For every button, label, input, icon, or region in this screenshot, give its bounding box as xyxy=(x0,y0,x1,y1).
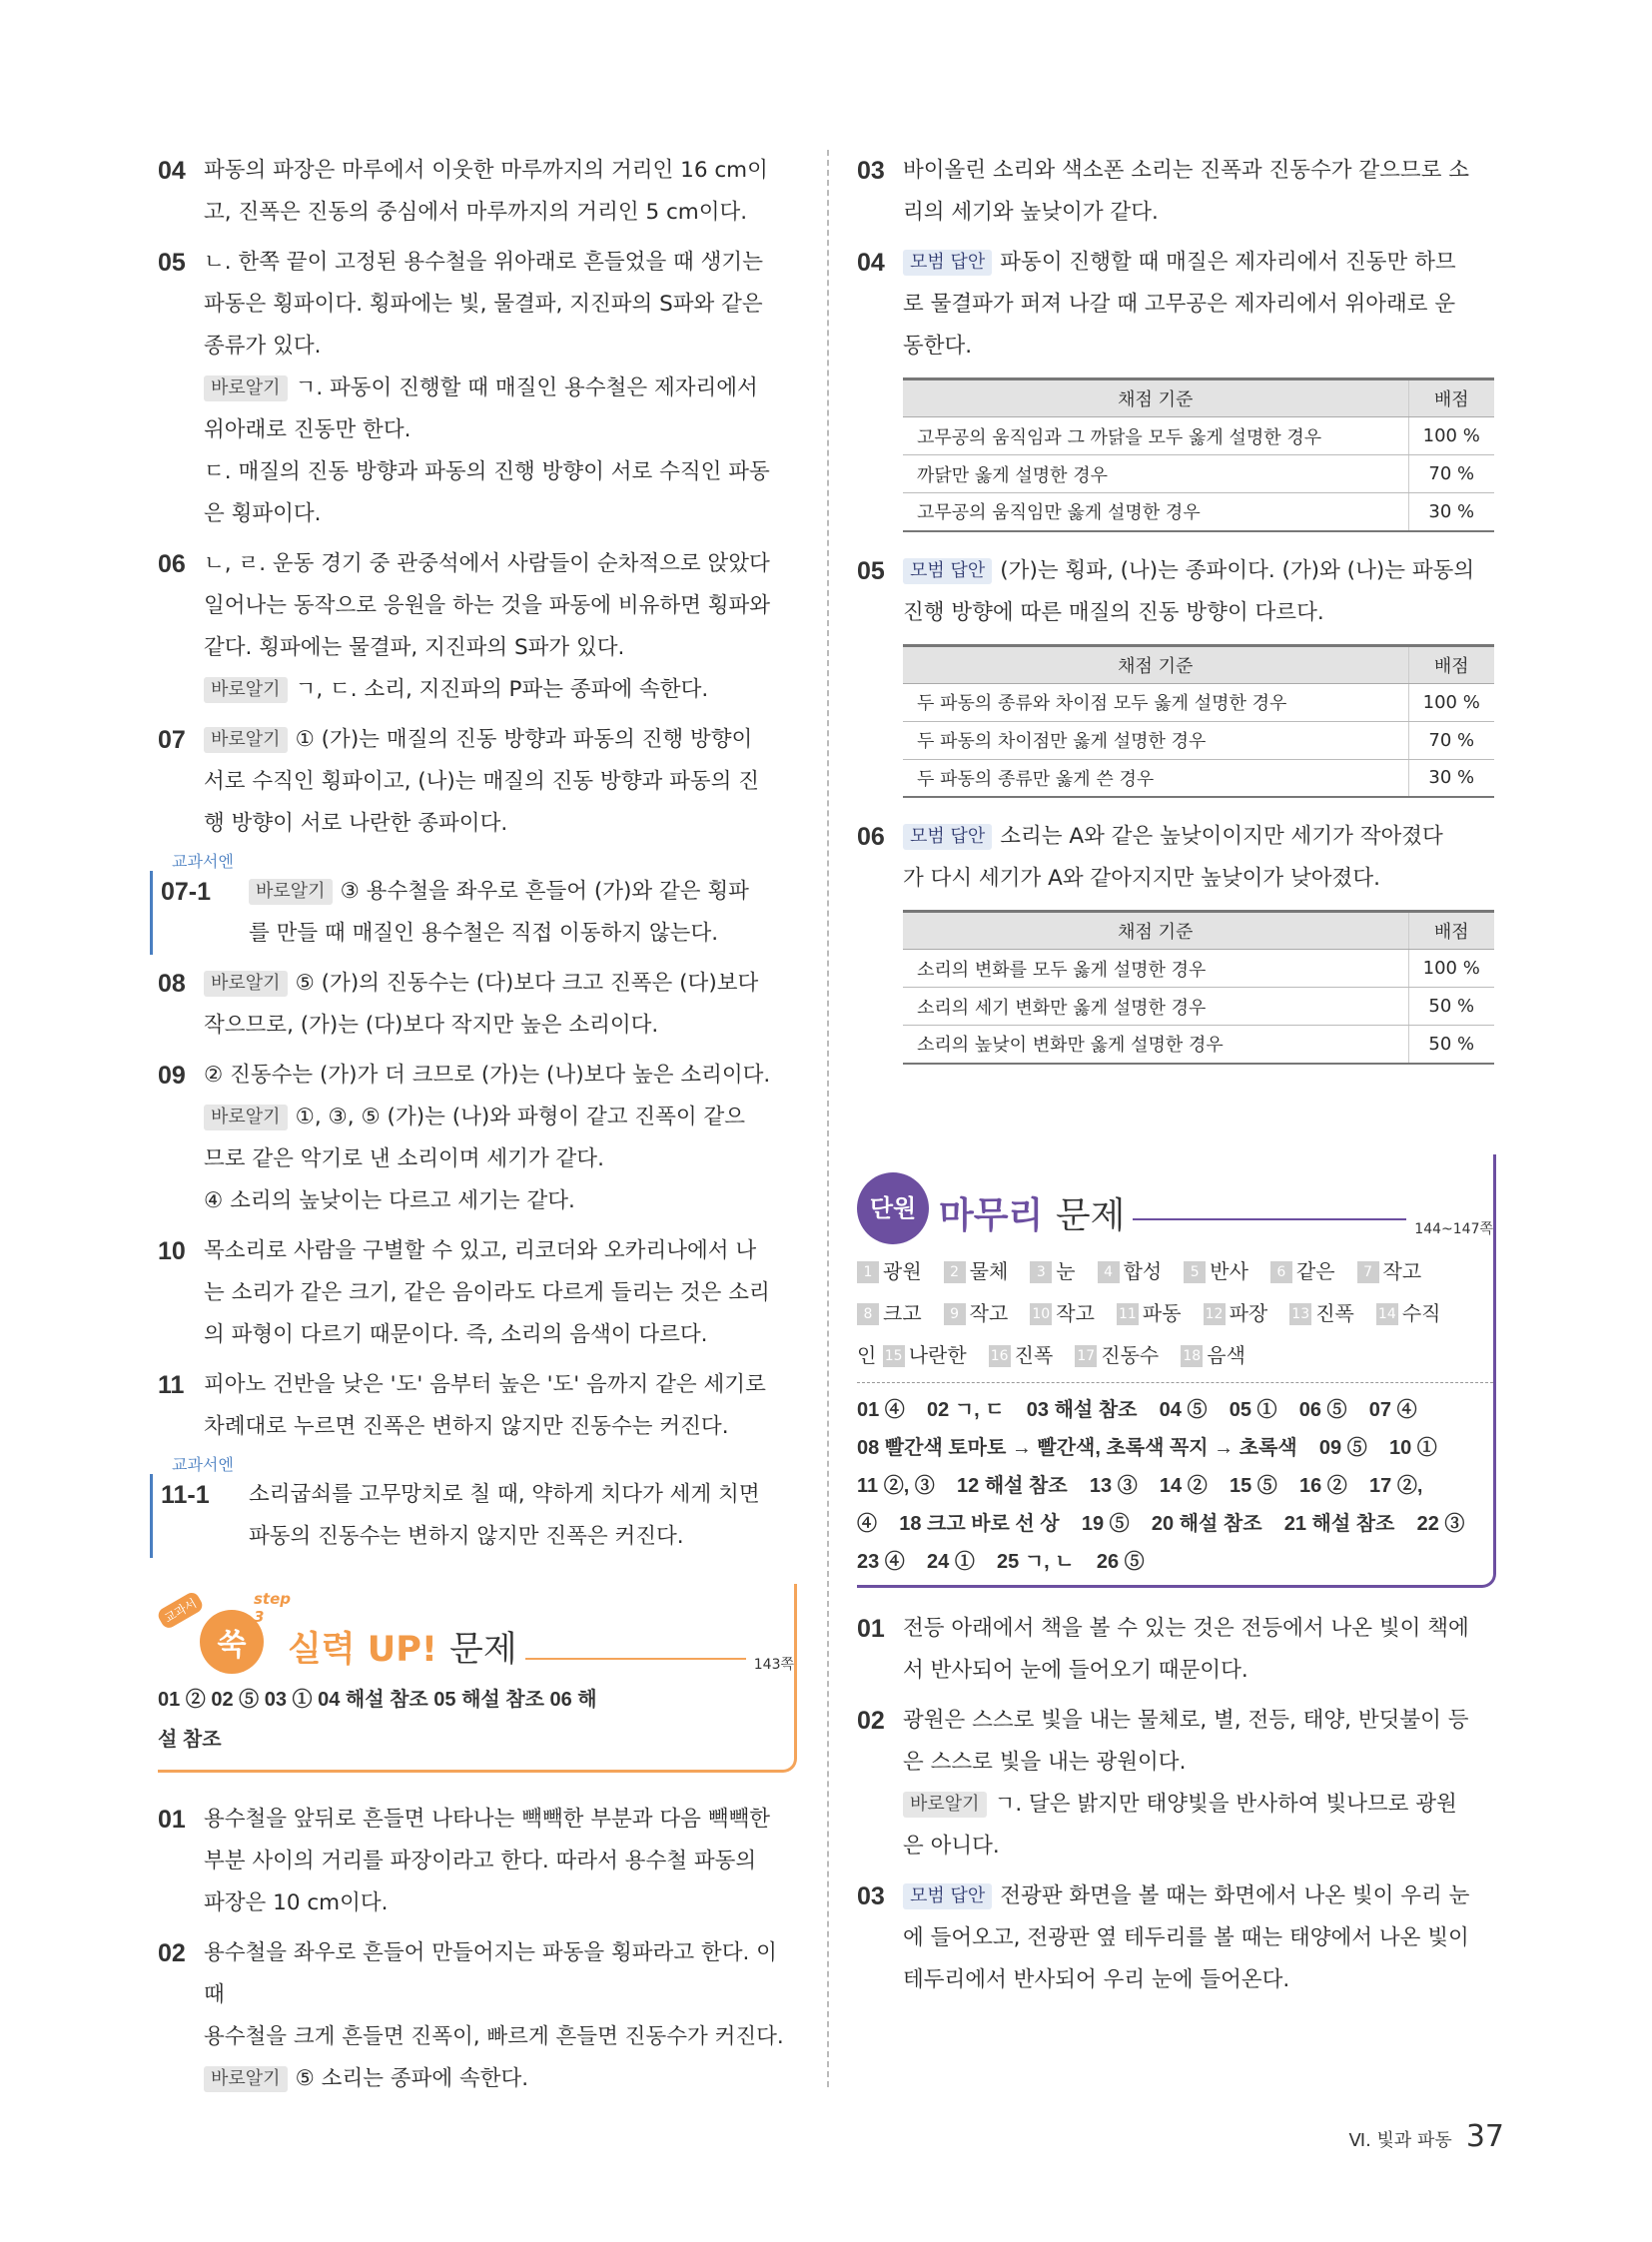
answer-item-02: 02 광원은 스스로 빛을 내는 물체로, 별, 전등, 태양, 반딧불이 등 은 스스로 빛을 내는 광원이다. 바로알기 ㄱ. 달은 밝지만 태양빛을 반사하여 빛나므로 광원 은 아니다. xyxy=(857,1700,1496,1868)
score-cell: 100 % xyxy=(1408,683,1494,721)
dashed-separator xyxy=(857,1382,1493,1383)
ref-label-1: 교과서엔 xyxy=(172,852,234,871)
keyword-item: 16 진폭 xyxy=(989,1334,1054,1376)
ref-box-2 xyxy=(150,1474,797,1558)
keyword-number: 11 xyxy=(1117,1303,1139,1325)
step3-answer-line: 01 ② 02 ⑤ 03 ① 04 해설 참조 05 해설 참조 06 해 xyxy=(158,1689,597,1711)
tag-barro: 바로알기 xyxy=(204,971,288,997)
score-header: 배점 xyxy=(1408,379,1494,417)
keyword-number: 17 xyxy=(1075,1345,1097,1367)
tag-barro: 바로알기 xyxy=(204,375,288,401)
item-number: 11 xyxy=(158,1371,185,1399)
answer-item-04: 04 모범 답안 파동이 진행할 때 매질은 제자리에서 진동만 하므 로 물결파가 퍼져 나갈 때 고무공은 제자리에서 위아래로 운 동한다. xyxy=(857,242,1496,368)
keyword-number: 1 xyxy=(857,1261,879,1283)
unit-header xyxy=(857,1154,1493,1244)
right-column xyxy=(857,150,1496,2009)
ref-num: 07-1 xyxy=(161,878,212,906)
keyword-item: 17 진동수 xyxy=(1075,1334,1159,1376)
keyword-item: 3 눈 xyxy=(1030,1250,1075,1292)
unit-answers xyxy=(857,1391,1493,1581)
criteria-cell: 소리의 변화를 모두 옳게 설명한 경우 xyxy=(903,950,1408,988)
item-number: 08 xyxy=(158,970,186,998)
left-items-1 xyxy=(158,150,797,845)
answer-item-09: 09 ② 진동수는 (가)가 더 크므로 (가)는 (나)보다 높은 소리이다. 바로알기 ①, ③, ⑤ (가)는 (나)와 파형이 같고 진폭이 같으 므로 같은 악기로 낸 소리이며 세기가 같다. ④ 소리의 높낮이는 다르고 세기는 같다. xyxy=(158,1055,797,1222)
step3-title: 실력 UP! 문제 xyxy=(288,1630,517,1670)
keyword-number: 12 xyxy=(1204,1303,1226,1325)
unit-answer-line: 08 빨간색 토마토 → 빨간색, 초록색 꼭지 → 초록색 09 ⑤ 10 ① xyxy=(857,1436,1437,1459)
item-number: 09 xyxy=(158,1062,186,1090)
textbook-tag: 교과서 xyxy=(156,1590,205,1631)
item-number: 01 xyxy=(857,1614,885,1643)
criteria-cell: 두 파동의 차이점만 옳게 설명한 경우 xyxy=(903,721,1408,759)
criteria-cell: 고무공의 움직임과 그 까닭을 모두 옳게 설명한 경우 xyxy=(903,417,1408,455)
keyword-number: 16 xyxy=(989,1345,1011,1367)
criteria-cell: 고무공의 움직임만 옳게 설명한 경우 xyxy=(903,493,1408,531)
table-row xyxy=(903,683,1494,721)
step3-badge xyxy=(158,1590,292,1680)
tag-barro: 바로알기 xyxy=(249,879,333,905)
unit-page: 144~147쪽 xyxy=(1414,1220,1493,1237)
score-cell: 70 % xyxy=(1408,455,1494,493)
keyword-item: 14 수직 xyxy=(1376,1292,1441,1334)
keyword-item: 8 크고 xyxy=(857,1292,922,1334)
criteria-header: 채점 기준 xyxy=(903,379,1408,417)
keyword-number: 10 xyxy=(1030,1303,1052,1325)
keyword-item: 1 광원 xyxy=(857,1250,922,1292)
tag-barro: 바로알기 xyxy=(204,2066,288,2092)
table-row xyxy=(903,1026,1494,1064)
tag-model-answer: 모범 답안 xyxy=(903,824,992,850)
answer-item-10: 10 목소리로 사람을 구별할 수 있고, 리코더와 오카리나에서 나 는 소리가 같은 크기, 같은 음이라도 다르게 들리는 것은 소리 의 파형이 다르기 때문이다. 즉, 소리의 음색이 다르다. xyxy=(158,1230,797,1356)
answer-item-05: 05 ㄴ. 한쪽 끝이 고정된 용수철을 위아래로 흔들었을 때 생기는 파동은 횡파이다. 횡파에는 빛, 물결파, 지진파의 S파와 같은 종류가 있다. 바로알기 ㄱ. 파동이 진행할 때 매질인 용수철은 제자리에서 위아래로 진동만 한다. ㄷ. 매질의 진동 방향과 파동의 진행 방향이 서로 수직인 파동 은 횡파이다. xyxy=(158,242,797,535)
step-circle: 쑥 xyxy=(200,1610,264,1674)
right-item-05 xyxy=(857,550,1496,634)
answer-item-07: 07 바로알기 ① (가)는 매질의 진동 방향과 파동의 진행 방향이 서로 수직인 횡파이고, (나)는 매질의 진동 방향과 파동의 진 행 방향이 서로 나란한 종파이다. xyxy=(158,719,797,845)
item-number: 06 xyxy=(857,823,885,851)
answer-item-04: 04 파동의 파장은 마루에서 이웃한 마루까지의 거리인 16 cm이 고, 진폭은 진동의 중심에서 마루까지의 거리인 5 cm이다. xyxy=(158,150,797,234)
keyword-number: 15 xyxy=(883,1345,905,1367)
tag-barro: 바로알기 xyxy=(204,1105,288,1130)
column-divider xyxy=(827,150,829,2087)
unit-answer-line: ④ 18 크고 바로 선 상 19 ⑤ 20 해설 참조 21 해설 참조 22 ③ xyxy=(857,1512,1465,1535)
item-number: 03 xyxy=(857,1881,885,1910)
left-items-3 xyxy=(158,1799,797,2100)
keyword-item: 12 파장 xyxy=(1204,1292,1268,1334)
keyword-number: 2 xyxy=(944,1261,966,1283)
step3-rule xyxy=(525,1658,746,1660)
score-table-06 xyxy=(903,910,1494,1065)
ref-box-1 xyxy=(150,871,797,955)
criteria-header: 채점 기준 xyxy=(903,912,1408,950)
ref-label-2: 교과서엔 xyxy=(172,1455,234,1474)
unit-answer-line: 11 ②, ③ 12 해설 참조 13 ③ 14 ② 15 ⑤ 16 ② 17 ②, xyxy=(857,1474,1423,1497)
keyword-item: 11 파동 xyxy=(1117,1292,1182,1334)
unit-badge: 단원 xyxy=(857,1172,929,1244)
keyword-list xyxy=(857,1244,1493,1376)
score-cell: 30 % xyxy=(1408,759,1494,797)
right-items-2 xyxy=(857,1608,1496,2001)
answer-item-03: 03 바이올린 소리와 색소폰 소리는 진폭과 진동수가 같으므로 소 리의 세기와 높낮이가 같다. xyxy=(857,150,1496,234)
answer-item-08: 08 바로알기 ⑤ (가)의 진동수는 (다)보다 크고 진폭은 (다)보다 작으므로, (가)는 (다)보다 작지만 높은 소리이다. xyxy=(158,963,797,1047)
step-word: step 3 xyxy=(254,1590,292,1626)
keyword-number: 13 xyxy=(1289,1303,1311,1325)
item-number: 04 xyxy=(158,157,186,185)
score-cell: 50 % xyxy=(1408,1026,1494,1064)
keyword-number: 7 xyxy=(1357,1261,1379,1283)
score-cell: 70 % xyxy=(1408,721,1494,759)
table-row xyxy=(903,493,1494,531)
unit-title: 마무리 문제 xyxy=(939,1194,1126,1236)
score-header: 배점 xyxy=(1408,645,1494,683)
table-row xyxy=(903,721,1494,759)
page-number: 37 xyxy=(1465,2119,1504,2154)
keyword-number: 14 xyxy=(1376,1303,1398,1325)
table-row xyxy=(903,950,1494,988)
keyword-number: 9 xyxy=(944,1303,966,1325)
table-row xyxy=(903,759,1494,797)
answer-item-05: 05 모범 답안 (가)는 횡파, (나)는 종파이다. (가)와 (나)는 파동의 진행 방향에 따른 매질의 진동 방향이 다르다. xyxy=(857,550,1496,634)
score-cell: 50 % xyxy=(1408,988,1494,1026)
table-header-row xyxy=(903,379,1494,417)
right-items-1 xyxy=(857,150,1496,368)
keyword-item: 5 반사 xyxy=(1184,1250,1248,1292)
table-header-row xyxy=(903,645,1494,683)
ref-item-11-1: 11-1 소리굽쇠를 고무망치로 칠 때, 약하게 치다가 세게 치면 파동의 진동수는 변하지 않지만 진폭은 커진다. xyxy=(161,1474,797,1558)
criteria-cell: 소리의 세기 변화만 옳게 설명한 경우 xyxy=(903,988,1408,1026)
left-column xyxy=(158,150,797,2108)
keyword-number: 8 xyxy=(857,1303,879,1325)
table-header-row xyxy=(903,912,1494,950)
item-number: 10 xyxy=(158,1237,186,1265)
step3-box xyxy=(158,1584,797,1773)
table-row xyxy=(903,417,1494,455)
score-table-04 xyxy=(903,377,1494,532)
keyword-item: 9 작고 xyxy=(944,1292,1009,1334)
item-number: 02 xyxy=(857,1706,885,1735)
tag-model-answer: 모범 답안 xyxy=(903,1883,992,1909)
keyword-number: 5 xyxy=(1184,1261,1206,1283)
item-number: 05 xyxy=(857,556,885,585)
unit-answer-line: 01 ④ 02 ㄱ, ㄷ 03 해설 참조 04 ⑤ 05 ① 06 ⑤ 07 ④ xyxy=(857,1398,1417,1421)
table-row xyxy=(903,988,1494,1026)
criteria-cell: 두 파동의 종류와 차이점 모두 옳게 설명한 경우 xyxy=(903,683,1408,721)
keyword-item: 10 작고 xyxy=(1030,1292,1095,1334)
keyword-item: 인 15 나란한 xyxy=(857,1342,967,1367)
unit-answer-line: 23 ④ 24 ① 25 ㄱ, ㄴ 26 ⑤ xyxy=(857,1550,1145,1573)
keyword-number: 6 xyxy=(1270,1261,1292,1283)
unit-review-box xyxy=(857,1154,1496,1588)
score-table-05 xyxy=(903,644,1494,799)
criteria-header: 채점 기준 xyxy=(903,645,1408,683)
score-header: 배점 xyxy=(1408,912,1494,950)
item-number: 01 xyxy=(158,1806,186,1834)
tag-barro: 바로알기 xyxy=(204,727,288,753)
keyword-item: 6 같은 xyxy=(1270,1250,1335,1292)
criteria-cell: 까닭만 옳게 설명한 경우 xyxy=(903,455,1408,493)
keyword-item: 18 음색 xyxy=(1181,1334,1245,1376)
item-number: 02 xyxy=(158,1939,186,1967)
right-item-06 xyxy=(857,816,1496,900)
ref-item-07-1: 07-1 바로알기 ③ 용수철을 좌우로 흔들어 (가)와 같은 횡파 를 만들 때 매질인 용수철은 직접 이동하지 않는다. xyxy=(161,871,797,955)
answer-item-03: 03 모범 답안 전광판 화면을 볼 때는 화면에서 나온 빛이 우리 눈 에 들어오고, 전광판 옆 테두리를 볼 때는 태양에서 나온 빛이 테두리에서 반사되어 우리 눈에 들어온다. xyxy=(857,1875,1496,2001)
ref-num: 11-1 xyxy=(161,1481,210,1509)
score-cell: 100 % xyxy=(1408,417,1494,455)
criteria-cell: 두 파동의 종류만 옳게 쓴 경우 xyxy=(903,759,1408,797)
keyword-item: 13 진폭 xyxy=(1289,1292,1354,1334)
item-number: 06 xyxy=(158,550,186,578)
score-cell: 100 % xyxy=(1408,950,1494,988)
item-number: 07 xyxy=(158,726,186,754)
keyword-number: 18 xyxy=(1181,1345,1203,1367)
keyword-item: 4 합성 xyxy=(1098,1250,1163,1292)
answer-item-06: 06 모범 답안 소리는 A와 같은 높낮이이지만 세기가 작아졌다 가 다시 세기가 A와 같아지지만 높낮이가 낮아졌다. xyxy=(857,816,1496,900)
item-number: 05 xyxy=(158,249,186,277)
criteria-cell: 소리의 높낮이 변화만 옳게 설명한 경우 xyxy=(903,1026,1408,1064)
item-number: 03 xyxy=(857,157,885,185)
tag-model-answer: 모범 답안 xyxy=(903,558,992,584)
page-footer xyxy=(1348,2119,1504,2154)
chapter-label: Ⅵ. 빛과 파동 xyxy=(1348,2130,1452,2151)
answer-item-02: 02 용수철을 좌우로 흔들어 만들어지는 파동을 횡파라고 한다. 이때 용수철을 크게 흔들면 진폭이, 빠르게 흔들면 진동수가 커진다. 바로알기 ⑤ 소리는 종파에 속한다. xyxy=(158,1932,797,2100)
step3-answer-line: 설 참조 xyxy=(158,1729,222,1751)
score-cell: 30 % xyxy=(1408,493,1494,531)
item-number: 04 xyxy=(857,249,885,277)
table-row xyxy=(903,455,1494,493)
step3-header xyxy=(158,1584,794,1680)
answer-item-01: 01 전등 아래에서 책을 볼 수 있는 것은 전등에서 나온 빛이 책에 서 반사되어 눈에 들어오기 때문이다. xyxy=(857,1608,1496,1692)
keyword-number: 3 xyxy=(1030,1261,1052,1283)
tag-model-answer: 모범 답안 xyxy=(903,250,992,276)
answer-item-11: 11 피아노 건반을 낮은 '도' 음부터 높은 '도' 음까지 같은 세기로 차례대로 누르면 진폭은 변하지 않지만 진동수는 커진다. xyxy=(158,1364,797,1448)
keyword-item: 7 작고 xyxy=(1357,1250,1422,1292)
unit-rule xyxy=(1133,1218,1406,1220)
tag-barro: 바로알기 xyxy=(204,677,288,703)
step3-page: 143쪽 xyxy=(753,1657,794,1673)
tag-barro: 바로알기 xyxy=(903,1792,987,1818)
left-items-2 xyxy=(158,963,797,1448)
keyword-number: 4 xyxy=(1098,1261,1120,1283)
keyword-item: 2 물체 xyxy=(944,1250,1009,1292)
answer-item-01: 01 용수철을 앞뒤로 흔들면 나타나는 빽빽한 부분과 다음 빽빽한 부분 사이의 거리를 파장이라고 한다. 따라서 용수철 파동의 파장은 10 cm이다. xyxy=(158,1799,797,1924)
answer-item-06: 06 ㄴ, ㄹ. 운동 경기 중 관중석에서 사람들이 순차적으로 앉았다 일어나는 동작으로 응원을 하는 것을 파동에 비유하면 횡파와 같다. 횡파에는 물결파, 지진파의 S파가 있다. 바로알기 ㄱ, ㄷ. 소리, 지진파의 P파는 종파에 속한다. xyxy=(158,543,797,711)
